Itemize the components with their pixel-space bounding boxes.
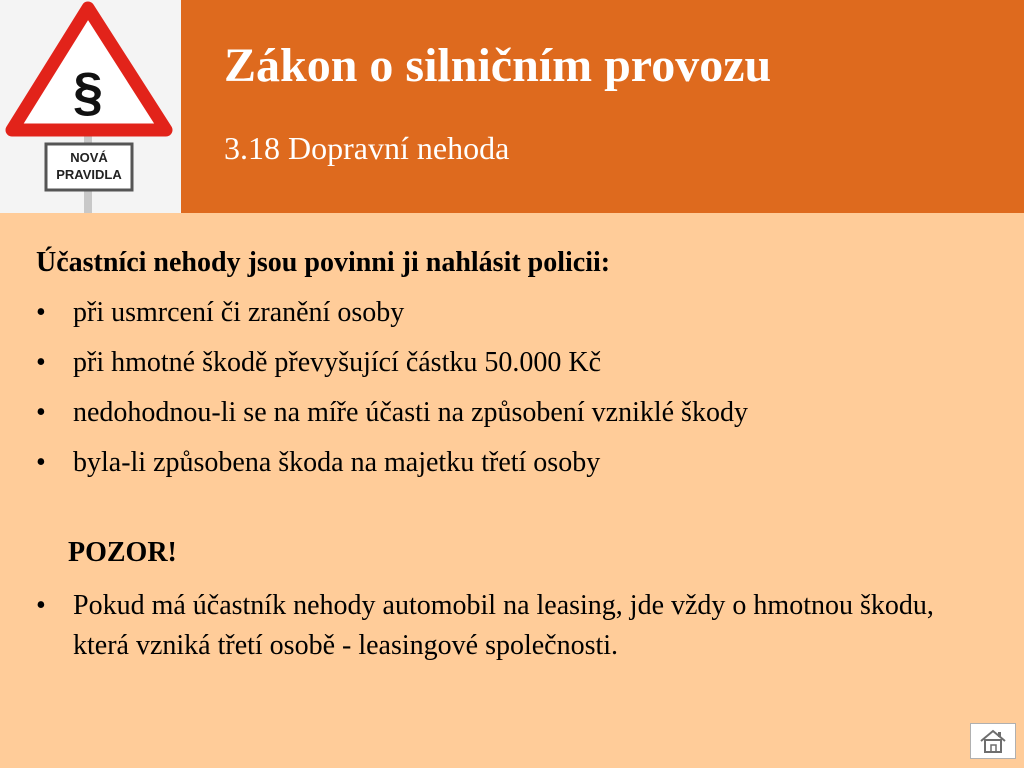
bullet-icon: • <box>36 347 46 378</box>
warning-note-text: Pokud má účastník nehody automobil na leasing, jde vždy o hmotnou škodu, která vzniká třetí osobě - leasingové společnosti. <box>73 590 934 661</box>
bullet-icon: • <box>36 447 46 478</box>
list-item-text: byla-li způsobena škoda na majetku třetí osoby <box>73 447 601 478</box>
bullet-icon: • <box>36 590 46 621</box>
list-item <box>36 438 996 488</box>
page-subtitle: 3.18 Dopravní nehoda <box>224 130 510 166</box>
obligation-list <box>36 288 996 488</box>
list-item <box>36 288 996 338</box>
warning-sign-icon <box>0 0 181 213</box>
slide-content <box>36 238 996 666</box>
page-title: Zákon o silničním provozu <box>224 39 772 92</box>
list-item <box>36 338 996 388</box>
home-button[interactable] <box>970 723 1016 759</box>
bullet-icon: • <box>36 297 46 328</box>
list-item-text: při usmrcení či zranění osoby <box>73 297 405 328</box>
list-item-text: nedohodnou-li se na míře účasti na způsobení vzniklé škody <box>73 397 748 428</box>
paragraph-symbol: § <box>72 62 104 122</box>
list-item <box>36 388 996 438</box>
sign-text-line2: PRAVIDLA <box>56 167 122 182</box>
intro-heading: Účastníci nehody jsou povinni ji nahlásit policii: <box>36 247 611 278</box>
bullet-icon: • <box>36 397 46 428</box>
sign-text-line1: NOVÁ <box>70 150 108 165</box>
traffic-sign-logo <box>0 0 181 213</box>
list-item-text: při hmotné škodě převyšující částku 50.000 Kč <box>73 347 602 378</box>
home-icon <box>978 728 1008 754</box>
header-banner <box>0 0 1024 213</box>
warning-heading: POZOR! <box>68 537 177 568</box>
warning-note <box>36 586 996 666</box>
